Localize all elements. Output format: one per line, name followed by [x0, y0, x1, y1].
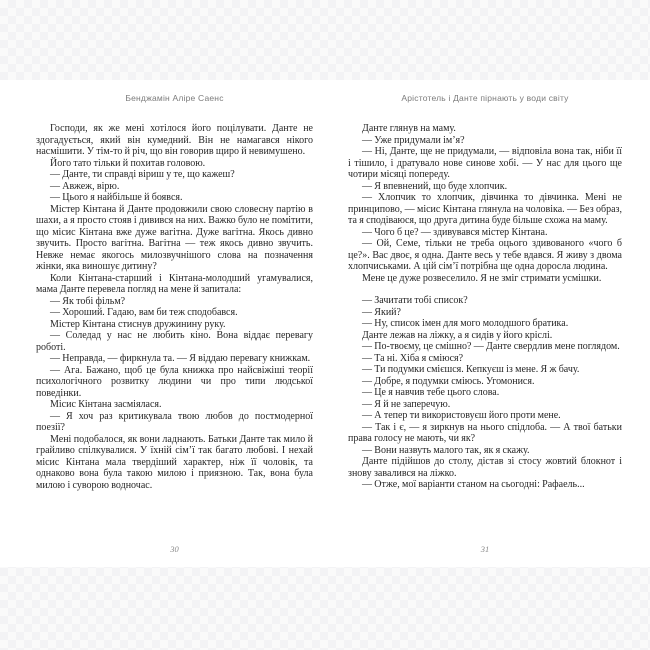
paragraph: — Данте, ти справді віриш у те, що кажеш? — [50, 169, 235, 180]
paragraph: — Ага. Бажано, щоб це була книжка про найсвіжіші теорії психологічного розвитку людини чи про типи людської поведінки. — [36, 364, 313, 399]
paragraph: — Неправда, — фиркнула та. — Я віддаю перевагу книжкам. — [50, 353, 311, 364]
paragraph: — Ні, Данте, ще не придумали, — відповіла вона так, ніби її і тішило, і дратувало нове синове хобі. — У нас для цього ще чотири місяці попереду. — [348, 146, 622, 180]
page-left-body — [36, 123, 313, 491]
paragraph: Місис Кінтана засміялася. — [50, 399, 162, 410]
paragraph: Данте лежав на ліжку, а я сидів у його кріслі. — [362, 329, 553, 341]
paragraph: Коли Кінтана-старший і Кінтана-молодший угамувалися, мама Данте перевела погляд на мене й запитала: — [36, 272, 313, 295]
paragraph: — Добре, я подумки сміюсь. Угомонися. — [362, 375, 535, 387]
paragraph: — А тепер ти використовуєш його проти мене. — [362, 410, 561, 421]
paragraph: — Зачитати тобі список? — [362, 295, 468, 306]
paragraph: — Це я навчив тебе цього слова. — [362, 387, 500, 398]
paragraph: Мене це дуже розвеселило. Я не зміг стримати усмішки. — [362, 272, 602, 284]
paragraph: Його тато тільки й похитав головою. — [50, 157, 206, 169]
paragraph: Містер Кінтана й Данте продовжили свою словесну партію в шахи, а я просто стояв і дивився на них. Важко було не помітити, що місис Кінтана вже дуже вагітна. Дуже вагітна. Якось дивно звучить. Просто вагітна. Вагітна — теж якось дивно звучить. Невже немає якогось милозвучнішого слова на позначення жінки, яка виношує дитину? — [36, 203, 313, 272]
paragraph: — Авжеж, вірю. — [50, 180, 120, 192]
scene-break-gap — [348, 284, 622, 295]
paragraph: — Та ні. Хіба я сміюся? — [362, 352, 464, 364]
paragraph: — Вони назвуть малого так, як я скажу. — [362, 444, 530, 456]
paragraph: — Як тобі фільм? — [50, 295, 126, 307]
page-number: 30 — [170, 544, 179, 554]
page-left — [0, 80, 325, 567]
paragraph: — Ти подумки смієшся. Кепкуєш із мене. Я ж бачу. — [362, 364, 580, 375]
page-number: 31 — [480, 544, 490, 554]
paragraph: — Соледад у нас не любить кіно. Вона віддає перевагу роботі. — [36, 330, 313, 353]
paragraph: — Чого б це? — здивувався містер Кінтана. — [362, 226, 548, 238]
paragraph: — Цього я найбільше й боявся. — [50, 192, 183, 203]
paragraph: — По-твоєму, це смішно? — Данте свердлив мене поглядом. — [362, 341, 620, 352]
paragraph: — Ну, список імен для мого молодшого братика. — [362, 318, 569, 329]
paragraph: — Ой, Семе, тільки не треба оцього здивованого «чого б це?». Вас двоє, я одна. Данте весь у тебе вдався. Я живу з двома хлопчиськами. А цій сім’ї потрібна ще одна доросла людина. — [348, 238, 622, 272]
paragraph: — Який? — [362, 306, 401, 318]
paragraph: — Я впевнений, що буде хлопчик. — [362, 180, 508, 192]
running-header-title: Арістотель і Данте пірнають у води світу — [401, 93, 569, 103]
paragraph: Данте глянув на маму. — [362, 123, 456, 134]
paragraph: Мені подобалося, як вони ладнають. Батьки Данте так мило й грайливо спілкувалися. У їхній сім’ї так багато любові. І нехай місис Кінтана мала твердіший характер, ніж її чоловік, та однаково вона була такою милою і приязною. Так, вона була милою і суворою водночас. — [36, 433, 313, 491]
page-right-body — [348, 123, 622, 491]
paragraph: — Я хоч раз критикувала твою любов до постмодерної поезії? — [36, 410, 313, 433]
paragraph: Містер Кінтана стиснув дружинину руку. — [50, 318, 226, 330]
paragraph: Господи, як же мені хотілося його поцілувати. Данте не здогадується, який він кумедний. Він не намагався нікого насмішити. У тім-то й річ, що він говорив щиро й невимушено. — [36, 123, 313, 157]
paragraph: — Хороший. Гадаю, вам би теж сподобався. — [50, 307, 238, 318]
paragraph: Данте підійшов до столу, дістав зі стосу жовтий блокнот і знову завалився на ліжко. — [348, 456, 622, 479]
paragraph: — Я й не заперечую. — [362, 398, 451, 410]
book-spread — [0, 80, 650, 567]
paragraph: — Отже, мої варіанти станом на сьогодні: Рафаель... — [362, 479, 585, 490]
paragraph: — Так і є, — я зиркнув на нього спідлоба. — А твої батьки права голосу не мають, чи як? — [348, 421, 622, 444]
paragraph: — Хлопчик то хлопчик, дівчинка то дівчинка. Мені не принципово, — місис Кінтана глянула на чоловіка. — Без образ, та я сподіваюся, що друга дитина буде більше схожа на маму. — [348, 192, 622, 226]
page-right — [325, 80, 650, 567]
paragraph: — Уже придумали ім’я? — [362, 134, 465, 146]
running-header-author: Бенджамін Аліре Саенс — [125, 93, 224, 103]
